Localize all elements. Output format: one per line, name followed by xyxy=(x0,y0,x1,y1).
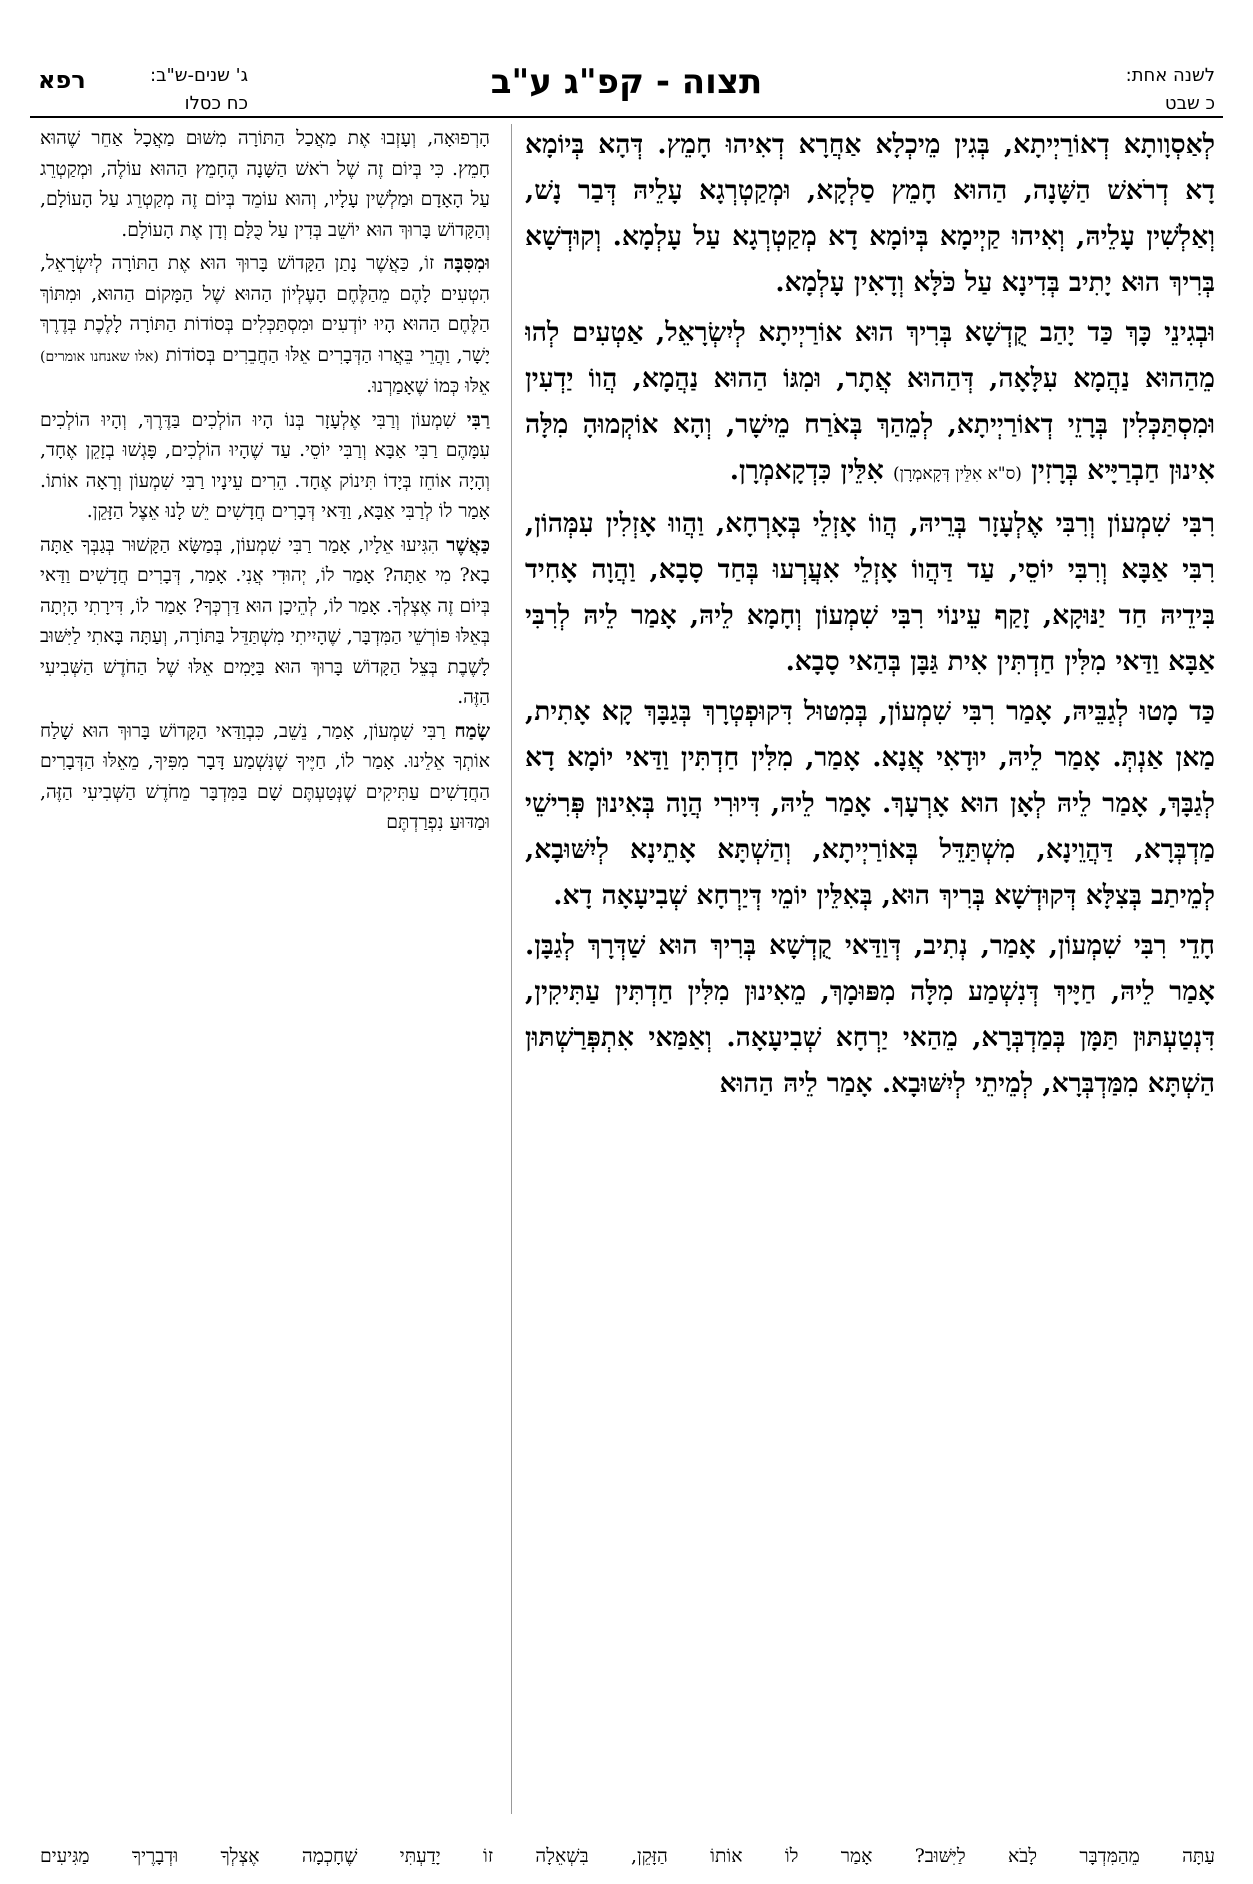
main-paragraph: לְאַסְוָותָא דְאוֹרַיְיתָא, בְּגִין מֵיכְלָא אַחֲרָא דְאִיהוּ חָמֵץ. דְּהָא בְּיוֹמָא דָא דְרֹאשׁ הַשָּׁנָה, הַהוּא חָמֵץ סַלְקָא, וּמְקַטְרְגָא עָלֵיהּ דְּבַר נָשׁ, וְאַלְשִׁין עָלֵיהּ, וְאִיהוּ קַיְימָא בְּיוֹמָא דָא מְקַטְרְגָא עַל עָלְמָא. וְקוּדְשָׁא בְּרִיךְ הוּא יָתִיב בְּדִינָא עַל כֹּלָּא וְדָאִין עָלְמָא. xyxy=(525,129,1215,298)
translation-paragraph xyxy=(40,530,490,714)
aramaic-main-text xyxy=(525,122,1215,1802)
study-schedule-three-years xyxy=(150,62,248,118)
main-paragraph: חָדֵי רִבִּי שִׁמְעוֹן, אָמַר, נְתִיב, דְּוַדַּאי קֻדְשָׁא בְּרִיךְ הוּא שַׁדְּרָךְ לְגַבָּן. אָמַר לֵיהּ, חַיָּיךְ דְּנִשְׁמַע מִלָּה מִפּוּמָךְ, מֵאִינוּן מִלִּין חַדְתִּין עַתִּיקִין, דִּנְטַעְתּוּן תַּמָּן בְּמַדְבְּרָא, מֵהַאי יַרְחָא שְׁבִיעָאָה. וְאַמַּאי אִתְפְּרַשְׁתּוּן הַשְׁתָּא מִמַּדְבְּרָא, לְמֵיתֵי לְיִשּׁוּבָא. אָמַר לֵיהּ הַהוּא xyxy=(525,930,1215,1099)
schedule-date: כ שבט xyxy=(1164,93,1215,114)
translation-paragraph-end: אֵלּוּ כְּמוֹ שֶׁאָמַרְנוּ. xyxy=(366,376,490,397)
translation-paragraph: הָרְפוּאָה, וְעָזְבוּ אֶת מַאֲכַל הַתּוֹרָה מִשּׁוּם מַאֲכָל אַחֵר שֶׁהוּא חָמֵץ. כִּי בְּיוֹם זֶה שֶׁל רֹאשׁ הַשָּׁנָה הֶחָמֵץ הַהוּא עוֹלֶה, וּמְקַטְרֵג עַל הָאָדָם וּמַלְשִׁין עָלָיו, וְהוּא עוֹמֵד בְּיוֹם זֶה מְקַטְרֵג עַל הָעוֹלָם, וְהַקָּדוֹשׁ בָּרוּךְ הוּא יוֹשֵׁב בְּדִין עַל כֻּלָּם וְדָן אֶת הָעוֹלָם. xyxy=(40,128,490,241)
main-paragraph-text: וּבְגִינֵי כָּךְ כַּד יָהַב קֻדְשָׁא בְּרִיךְ הוּא אוֹרַיְיתָא לְיִשְׂרָאֵל, אַטְעִים לְהוּ מֵהַהוּא נַהֲמָא עִלָּאָה, דְּהַהוּא אֲתָר, וּמִגּוֹ הַהוּא נַהֲמָא, הֲווֹ יַדְעִין וּמִסְתַּכְּלִין בְּרָזֵי דְאוֹרַיְיתָא, לְמֵהַךְ בְּאֹרַח מֵישָׁר, וְהָא אוֹקְמוּהָ מִלָּה אִינוּן חַבְרַיָּיא בְּרָזִין xyxy=(525,317,1215,486)
page-number: רפא xyxy=(38,66,86,94)
hebrew-translation-column xyxy=(40,124,490,1814)
translation-paragraph xyxy=(40,405,490,528)
continuation-footer-line: עַתָּה מֵהַמִּדְבָּר לָבֹא לַיִּשּׁוּב? אָמַר לוֹ אוֹתוֹ הַזָּקֵן, בִּשְׁאֵלָה זוֹ יָדַעְתִּי שֶׁחָכְמָה אֶצְלְךָ וּדְבָרֶיךָ מַגִּיעִים xyxy=(40,1846,1215,1867)
translation-paragraph-text: רַבִּי שִׁמְעוֹן, אָמַר, נֵשֵׁב, כִּבְוַדַּאי הַקָּדוֹשׁ בָּרוּךְ הוּא שָׁלַח אוֹתְךָ אֵלֵינוּ. אָמַר לוֹ, חַיֶּיךָ שֶׁנִּשְׁמַע דָּבָר מִפִּיךָ, מֵאֵלּוּ הַדְּבָרִים הַחֲדָשִׁים עַתִּיקִים שֶׁנְּטַעְתֶּם שָׁם בַּמִּדְבָּר מֵחֹדֶשׁ הַשְּׁבִיעִי הַזֶּה, וּמַדּוּעַ נִפְרַדְתֶּם xyxy=(40,720,490,833)
header-divider xyxy=(30,116,1223,118)
translation-paragraph xyxy=(40,248,490,403)
column-divider xyxy=(511,124,512,1814)
translation-paragraph xyxy=(40,716,490,839)
main-paragraph xyxy=(525,310,1215,497)
schedule-label: לשנה אחת: xyxy=(1125,65,1215,86)
paragraph-lead-word: כַּאֲשֶׁר xyxy=(446,533,490,556)
variant-reading-note: (ס"א אִלֵּין דְּקָאמְרָן) xyxy=(892,464,1022,484)
schedule-date: כח כסלו xyxy=(184,93,249,114)
page-header xyxy=(0,0,1253,114)
main-paragraph-end: אִלֵּין כִּדְקָאמְרָן. xyxy=(729,455,884,486)
page-title: תצוה - קפ"ג ע"ב xyxy=(490,62,763,102)
variant-reading-note: (אלו שאנחנו אומרים) xyxy=(40,348,159,365)
main-paragraph: רִבִּי שִׁמְעוֹן וְרִבִּי אֶלְעָזָר בְּרֵיהּ, הֲווֹ אָזְלֵי בְּאָרְחָא, וַהֲווּ אָזְלִין עִמְּהוֹן, רִבִּי אַבָּא וְרִבִּי יוֹסֵי, עַד דַּהֲווֹ אָזְלֵי אִעֲרְעוּ בְּחַד סָבָא, וַהֲוָה אָחִיד בִּידֵיהּ חַד יַנּוּקָא, זָקַף עֵינוֹי רִבִּי שִׁמְעוֹן וְחָמָא לֵיהּ, אָמַר לֵיהּ לְרִבִּי אַבָּא וַדַּאי מִלִּין חַדְתִּין אִית גַּבָּן בְּהַאי סָבָא. xyxy=(525,508,1215,677)
paragraph-lead-word: רַבִּי xyxy=(466,408,490,431)
main-paragraph: כַּד מָטוּ לְגַבֵּיהּ, אָמַר רִבִּי שִׁמְעוֹן, בְּמִטּוּל דִּקוּפְטְרָךְ בְּגַבָּךְ קָא אָתִית, מַאן אַנְתְּ. אָמַר לֵיהּ, יוּדָאִי אֲנָא. אָמַר, מִלִּין חַדְתִּין וַדַּאי יוֹמָא דָא לְגַבָּךְ, אָמַר לֵיהּ לְאָן הוּא אָרְעָךְ. אָמַר לֵיהּ, דִּיוּרִי הֲוָה בְּאִינוּן פְּרִישֵׁי מַדְבְּרָא, דַּהֲוֵינָא, מִשְׁתַּדֵּל בְּאוֹרַיְיתָא, וְהַשְׁתָּא אָתֵינָא לְיִשּׁוּבָא, לְמֵיתַב בְּצִלָּא דְּקוּדְשָׁא בְּרִיךְ הוּא, בְּאִלֵּין יוֹמֵי דְּיַרְחָא שְׁבִיעָאָה דָא. xyxy=(525,696,1215,911)
translation-paragraph-text: זוֹ, כַּאֲשֶׁר נָתַן הַקָּדוֹשׁ בָּרוּךְ הוּא אֶת הַתּוֹרָה לְיִשְׂרָאֵל, הִטְעִים לָהֶם מֵהַלֶּחֶם הָעֶלְיוֹן הַהוּא שֶׁל הַמָּקוֹם הַהוּא, וּמִתּוֹךְ הַלֶּחֶם הַהוּא הָיוּ יוֹדְעִים וּמִסְתַּכְּלִים בְּסוֹדוֹת הַתּוֹרָה לָלֶכֶת בְּדֶרֶךְ יָשָׁר, וַהֲרֵי בֵּאֲרוּ הַדְּבָרִים אֵלּוּ הַחֲבֵרִים בְּסוֹדוֹת xyxy=(40,253,490,366)
paragraph-lead-word: וּמִסִּבָּה xyxy=(443,252,490,274)
schedule-label: ג' שנים-ש"ב: xyxy=(150,65,249,86)
translation-paragraph-text: הִגִּיעוּ אֵלָיו, אָמַר רַבִּי שִׁמְעוֹן, בְּמַשָּׂא הַקָּשׁוּר בְּגַבְּךָ אַתָּה בָא? מִי אַתָּה? אָמַר לוֹ, יְהוּדִי אֲנִי. אָמַר, דְּבָרִים חֲדָשִׁים וַדַּאי בְּיוֹם זֶה אֶצְלְךָ. אָמַר לוֹ, לְהֵיכָן הוּא דַּרְכְּךָ? אָמַר לוֹ, דִּירָתִי הָיְתָה בְּאֵלּוּ פּוֹרְשֵׁי הַמִּדְבָּר, שֶׁהָיִיתִי מִשְׁתַּדֵּל בַּתּוֹרָה, וְעַתָּה בָּאתִי לַיִּשּׁוּב לָשֶׁבֶת בְּצֵל הַקָּדוֹשׁ בָּרוּךְ הוּא בַּיָּמִים אֵלּוּ שֶׁל הַחֹדֶשׁ הַשְּׁבִיעִי הַזֶּה. xyxy=(40,534,490,708)
translation-paragraph-text: שִׁמְעוֹן וְרַבִּי אֶלְעָזָר בְּנוֹ הָיוּ הוֹלְכִים בַּדֶּרֶךְ, וְהָיוּ הוֹלְכִים עִמָּהֶם רַבִּי אַבָּא וְרַבִּי יוֹסֵי. עַד שֶׁהָיוּ הוֹלְכִים, פָּגְשׁוּ בְזָקֵן אֶחָד, וְהָיָה אוֹחֵז בְּיָדוֹ תִּינוֹק אֶחָד. הֵרִים עֵינָיו רַבִּי שִׁמְעוֹן וְרָאָה אוֹתוֹ. אָמַר לוֹ לְרַבִּי אַבָּא, וַדַּאי דְּבָרִים חֲדָשִׁים יֵשׁ לָנוּ אֵצֶל הַזָּקֵן. xyxy=(40,409,490,522)
paragraph-lead-word: שָׂמַח xyxy=(454,719,490,742)
